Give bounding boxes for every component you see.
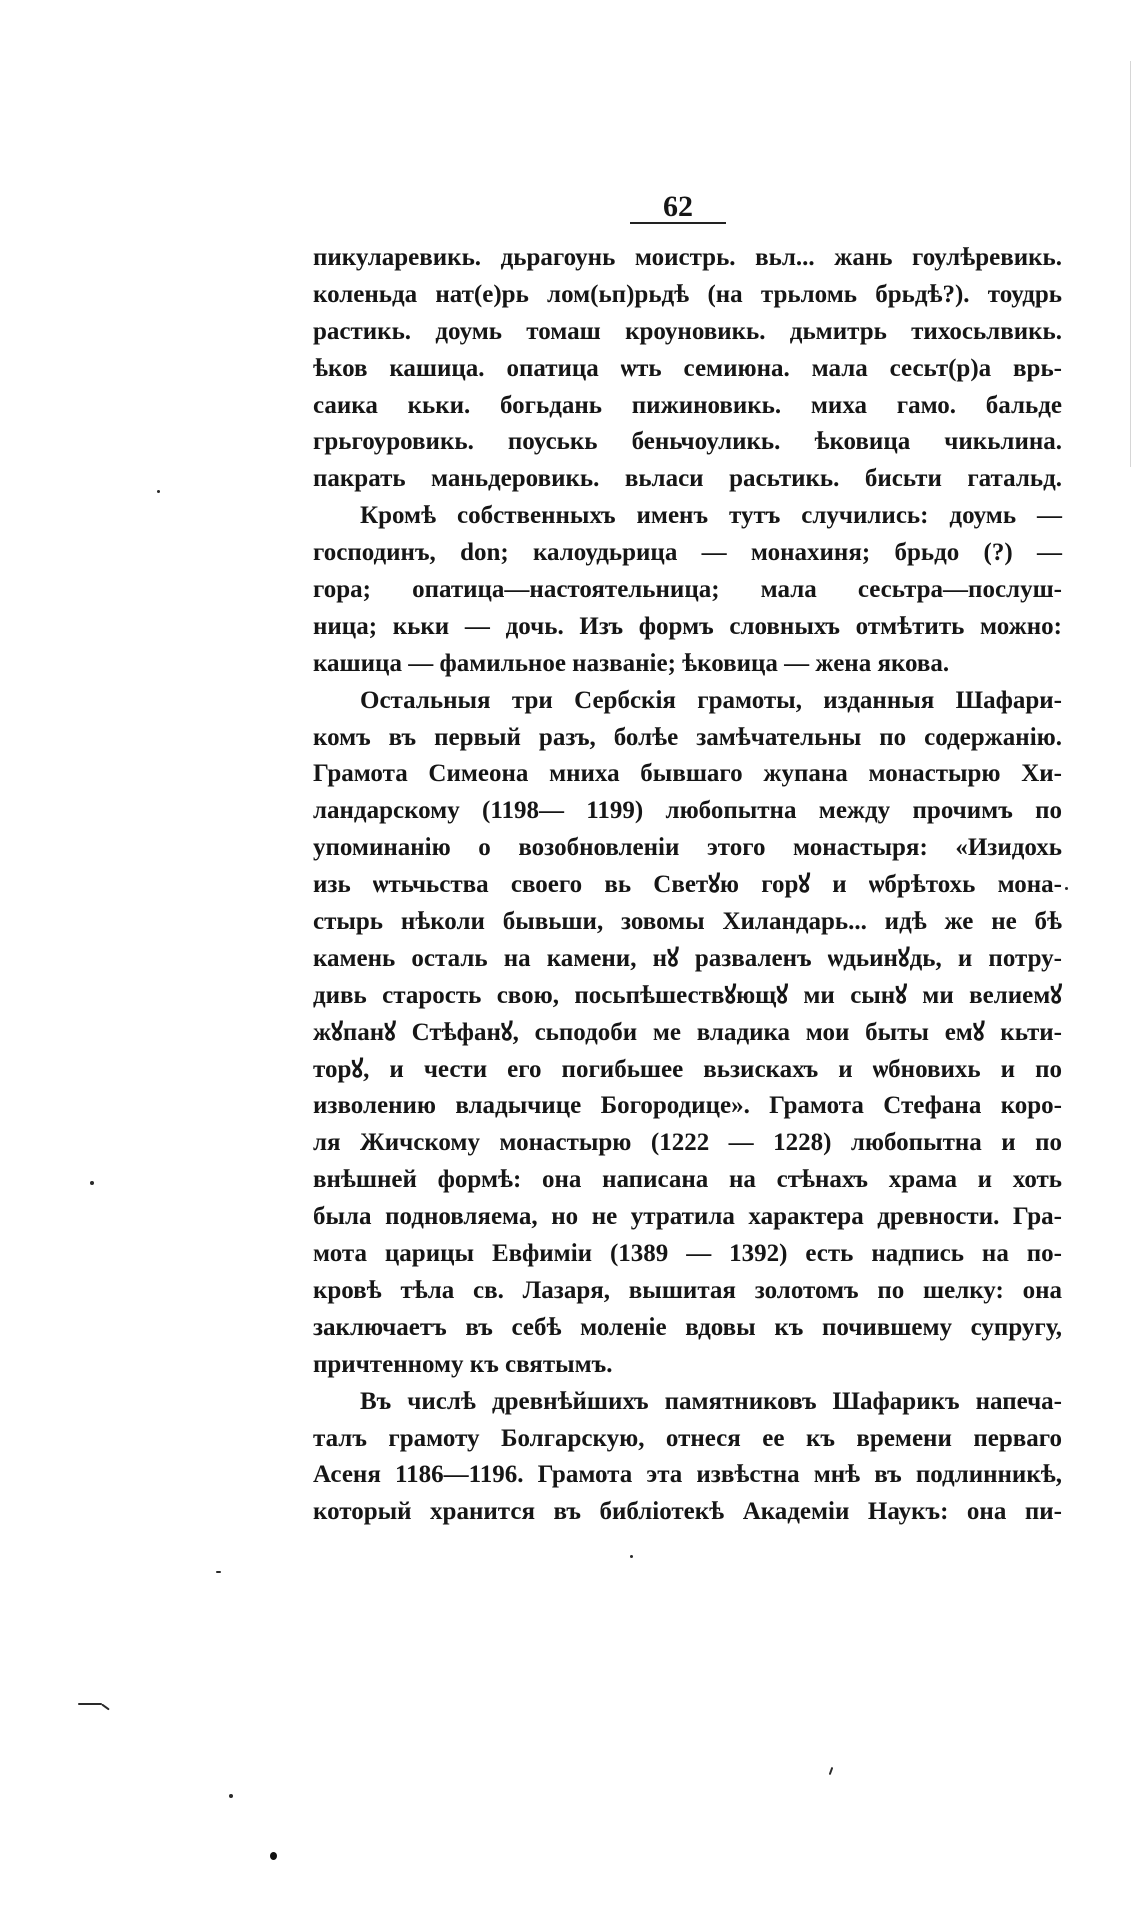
text-line: торꙋ, и чести его погибьшее вьзискахъ и ѡбновихь и по	[313, 1055, 1062, 1083]
text-line: который хранится въ библіотекѣ Академіи Наукъ: она пи-	[313, 1498, 1062, 1526]
text-line: кашица — фамильное названіе; ѣковица — жена якова.	[313, 649, 950, 677]
text-line: Грамота Симеона мниха бывшаго жупана монастырю Хи-	[313, 760, 1062, 788]
text-line: саика кьки. богьдань пижиновикь. миха гамо. бальде	[313, 391, 1062, 419]
scan-speck	[829, 1767, 834, 1775]
scan-speck	[630, 1555, 633, 1558]
text-line: стырь нѣколи бывьши, зовомы Хиландарь... идѣ же не бѣ	[313, 908, 1062, 936]
text-line: талъ грамоту Болгарскую, отнеся ее къ времени перваго	[313, 1424, 1062, 1452]
text-line: заключаетъ въ себѣ моленіе вдовы къ почившему супругу,	[313, 1313, 1062, 1341]
text-line: Асеня 1186—1196. Грамота эта извѣстна мнѣ въ подлинникѣ,	[313, 1461, 1062, 1489]
text-line: господинъ, don; калоудьрица — монахиня; брьдо (?) —	[313, 539, 1062, 567]
text-line: ѣков кашица. опатица ѡть семиюна. мала сесьт(р)а врь-	[313, 354, 1062, 382]
text-line: изь ѡтьчьства своего вь Светꙋю горꙋ и ѡбрѣтохь мона-	[313, 871, 1062, 899]
text-line: Въ числѣ древнѣйшихъ памятниковъ Шафарикъ напеча-	[360, 1387, 1062, 1415]
text-line: коленьда нат(е)рь лом(ьп)рьдѣ (на трьломь брьдѣ?). тоудрь	[313, 280, 1062, 308]
paragraph	[313, 683, 1062, 1384]
scan-speck	[157, 490, 160, 493]
scan-speck	[229, 1794, 233, 1798]
scan-speck	[90, 1181, 94, 1185]
text-line: гора; опатица—настоятельница; мала сесьтра—послуш-	[313, 576, 1062, 604]
text-line: Кромѣ собственныхъ именъ тутъ случились: доумь —	[360, 502, 1062, 530]
text-line: пакрать маньдеровикь. вьласи расьтикь. бисьти гатальд.	[313, 465, 1062, 493]
text-line: ля Жичскому монастырю (1222 — 1228) любопытна и по	[313, 1129, 1062, 1157]
scan-speck	[216, 1571, 221, 1573]
text-line: мота царицы Евфиміи (1389 — 1392) есть надпись на по-	[313, 1240, 1062, 1268]
paragraph	[313, 1384, 1062, 1532]
paragraph	[313, 240, 1062, 498]
text-line: упоминанію о возобновленіи этого монастыря: «Изидохь	[313, 834, 1062, 862]
paragraph	[313, 498, 1062, 682]
scan-speck	[78, 1703, 102, 1705]
text-line: пикуларевикь. дьрагоунь моистрь. вьл... жань гоулѣревикь.	[313, 244, 1062, 271]
page-number: 62	[630, 191, 726, 224]
body-text	[313, 240, 1062, 1531]
text-line: внѣшней формѣ: она написана на стѣнахъ храма и хоть	[313, 1166, 1062, 1194]
text-line: комъ въ первый разъ, болѣе замѣчательны по содержанію.	[313, 723, 1062, 751]
scan-edge-line	[1130, 61, 1131, 467]
text-line: была подновляема, но не утратила характера древности. Гра-	[313, 1203, 1062, 1231]
scan-speck	[270, 1852, 277, 1860]
text-line: жꙋпанꙋ Стѣфанꙋ, сьподоби ме владика мои быты емꙋ кьти-	[313, 1018, 1062, 1046]
text-line: дивь старость свою, посьпѣшествꙋющꙋ ми сынꙋ ми велиемꙋ	[313, 981, 1062, 1009]
text-line: причтенному къ святымъ.	[313, 1350, 613, 1378]
text-line: растикь. доумь томаш кроуновикь. дьмитрь тихосьлвикь.	[313, 317, 1062, 345]
text-line: ландарскому (1198— 1199) любопытна между прочимъ по	[313, 797, 1062, 825]
scan-speck	[1065, 887, 1068, 890]
text-line: изволению владычице Богородице». Грамота Стефана коро-	[313, 1092, 1062, 1120]
text-line: ница; кьки — дочь. Изъ формъ словныхъ отмѣтить можно:	[313, 612, 1062, 640]
text-line: кровѣ тѣла св. Лазаря, вышитая золотомъ по шелку: она	[313, 1276, 1062, 1304]
text-line: Остальныя три Сербскія грамоты, изданныя Шафари-	[360, 686, 1062, 714]
scan-speck	[101, 1704, 110, 1711]
text-line: камень осталь на камени, нꙋ разваленъ ѡдьинꙋдь, и потру-	[313, 944, 1062, 972]
text-line: грьгоуровикь. поуськь беньчоуликь. ѣковица чикьлина.	[313, 428, 1062, 456]
